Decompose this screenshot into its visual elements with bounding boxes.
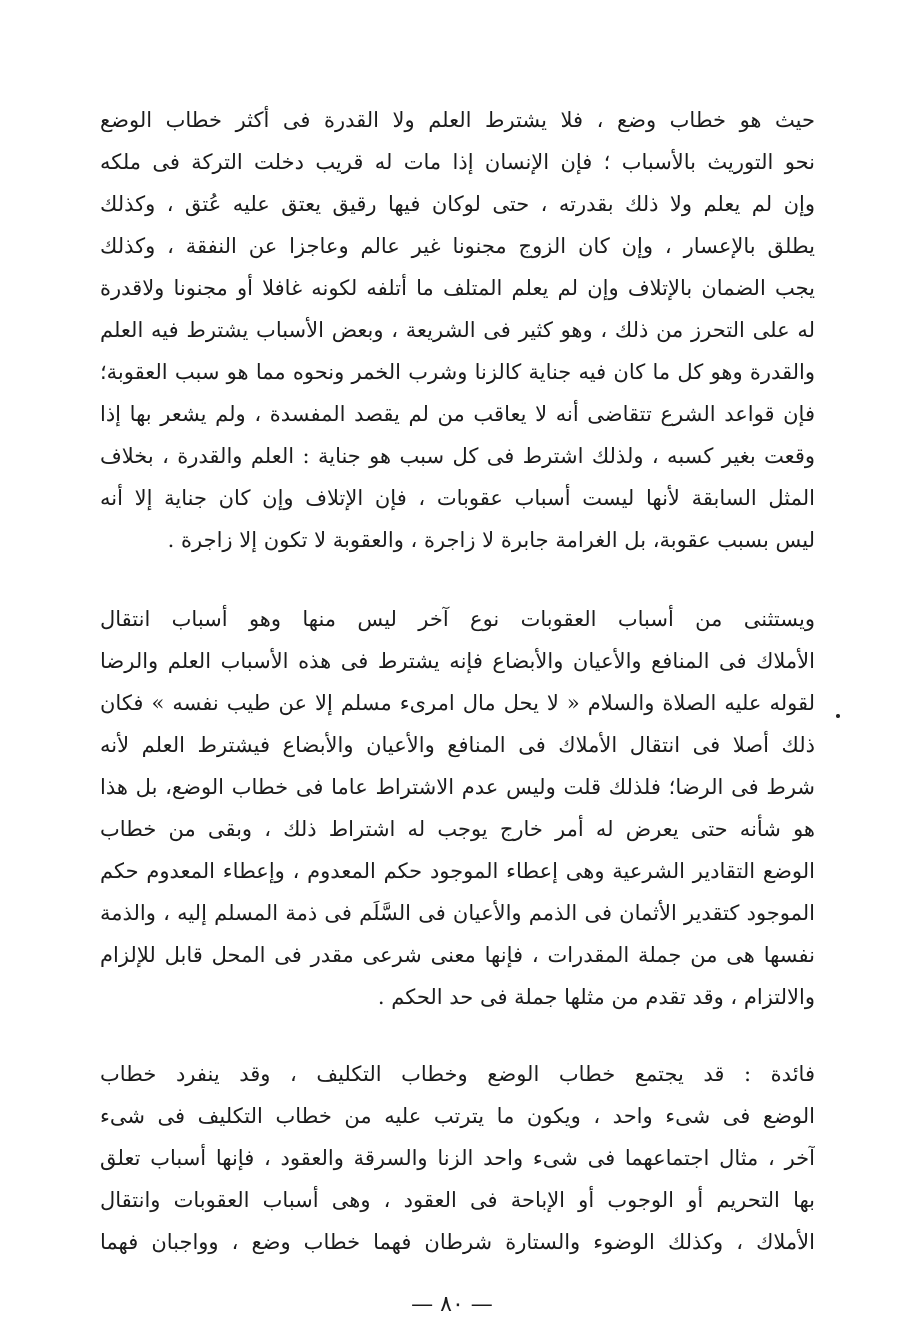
text-line: المثل السابقة لأنها ليست أسباب عقوبات ، فإن الإتلاف وإن كان جناية إلا أنه (100, 486, 815, 510)
text-line: فإن قواعد الشرع تتقاضى أنه لا يعاقب من لم يقصد المفسدة ، ولم يشعر بها إذا (100, 402, 815, 426)
text-line: له على التحرز من ذلك ، وهو كثير فى الشريعة ، وبعض الأسباب يشترط فيه العلم (100, 318, 815, 342)
text-line: الأملاك فى المنافع والأعيان والأبضاع فإنه يشترط فى هذه الأسباب العلم والرضا (100, 649, 815, 673)
text-line: يطلق بالإعسار ، وإن كان الزوج مجنونا غير عالم وعاجزا عن النفقة ، وكذلك (100, 234, 815, 258)
text-line: ليس بسبب عقوبة، بل الغرامة جابرة لا زاجرة ، والعقوبة لا تكون إلا زاجرة . (167, 528, 815, 552)
stray-dot-mark (836, 714, 840, 718)
text-line: الأملاك ، وكذلك الوضوء والستارة شرطان فهما خطاب وضع ، وواجبان فهما (100, 1230, 815, 1254)
text-line: يجب الضمان بالإتلاف وإن لم يعلم المتلف ما أتلفه لكونه غافلا أو مجنونا ولاقدرة (100, 276, 815, 300)
text-line: فائدة : قد يجتمع خطاب الوضع وخطاب التكليف ، وقد ينفرد خطاب (100, 1062, 815, 1086)
text-line: والقدرة وهو كل ما كان فيه جناية كالزنا وشرب الخمر ونحوه مما هو سبب العقوبة؛ (100, 360, 815, 384)
text-line: وقعت بغير كسبه ، ولذلك اشترط فى كل سبب هو جناية : العلم والقدرة ، بخلاف (100, 444, 815, 468)
text-line: وإن لم يعلم ولا ذلك بقدرته ، حتى لوكان فيها رقيق يعتق عليه عُتق ، وكذلك (100, 192, 815, 216)
text-line: الوضع فى شىء واحد ، ويكون ما يترتب عليه من خطاب التكليف فى شىء (100, 1104, 815, 1128)
paragraph-1 (100, 99, 815, 561)
text-line: الوضع التقادير الشرعية وهى إعطاء الموجود حكم المعدوم ، وإعطاء المعدوم حكم (100, 859, 815, 883)
text-line: ذلك أصلا فى انتقال الأملاك فى المنافع والأعيان والأبضاع فيشترط العلم لأنه (100, 733, 815, 757)
paragraph-3 (100, 1053, 815, 1263)
page-number: — ٨٠ — (411, 1292, 493, 1317)
text-line: نفسها هى من جملة المقدرات ، فإنها معنى شرعى مقدر فى المحل قابل للإلزام (100, 943, 815, 967)
text-line: لقوله عليه الصلاة والسلام « لا يحل مال امرىء مسلم إلا عن طيب نفسه » فكان (100, 691, 815, 715)
text-line: ويستثنى من أسباب العقوبات نوع آخر ليس منها وهو أسباب انتقال (100, 607, 815, 631)
text-line: هو شأنه حتى يعرض له أمر خارج يوجب له اشتراط ذلك ، وبقى من خطاب (100, 817, 815, 841)
text-line: الموجود كتقدير الأثمان فى الذمم والأعيان فى السَّلَم فى ذمة المسلم إليه ، والذمة (100, 901, 815, 925)
text-line: آخر ، مثال اجتماعهما فى شىء واحد الزنا والسرقة والعقود ، فإنها أسباب تعلق (100, 1146, 815, 1170)
text-line: والالتزام ، وقد تقدم من مثلها جملة فى حد الحكم . (377, 985, 815, 1009)
text-line: شرط فى الرضا؛ فلذلك قلت وليس عدم الاشتراط عاما فى خطاب الوضع، بل هذا (100, 775, 815, 799)
text-line: نحو التوريث بالأسباب ؛ فإن الإنسان إذا مات له قريب دخلت التركة فى ملكه (100, 150, 815, 174)
text-line: بها التحريم أو الوجوب أو الإباحة فى العقود ، وهى أسباب العقوبات وانتقال (100, 1188, 815, 1212)
text-line: حيث هو خطاب وضع ، فلا يشترط العلم ولا القدرة فى أكثر خطاب الوضع (100, 108, 815, 132)
paragraph-2 (100, 598, 815, 1018)
